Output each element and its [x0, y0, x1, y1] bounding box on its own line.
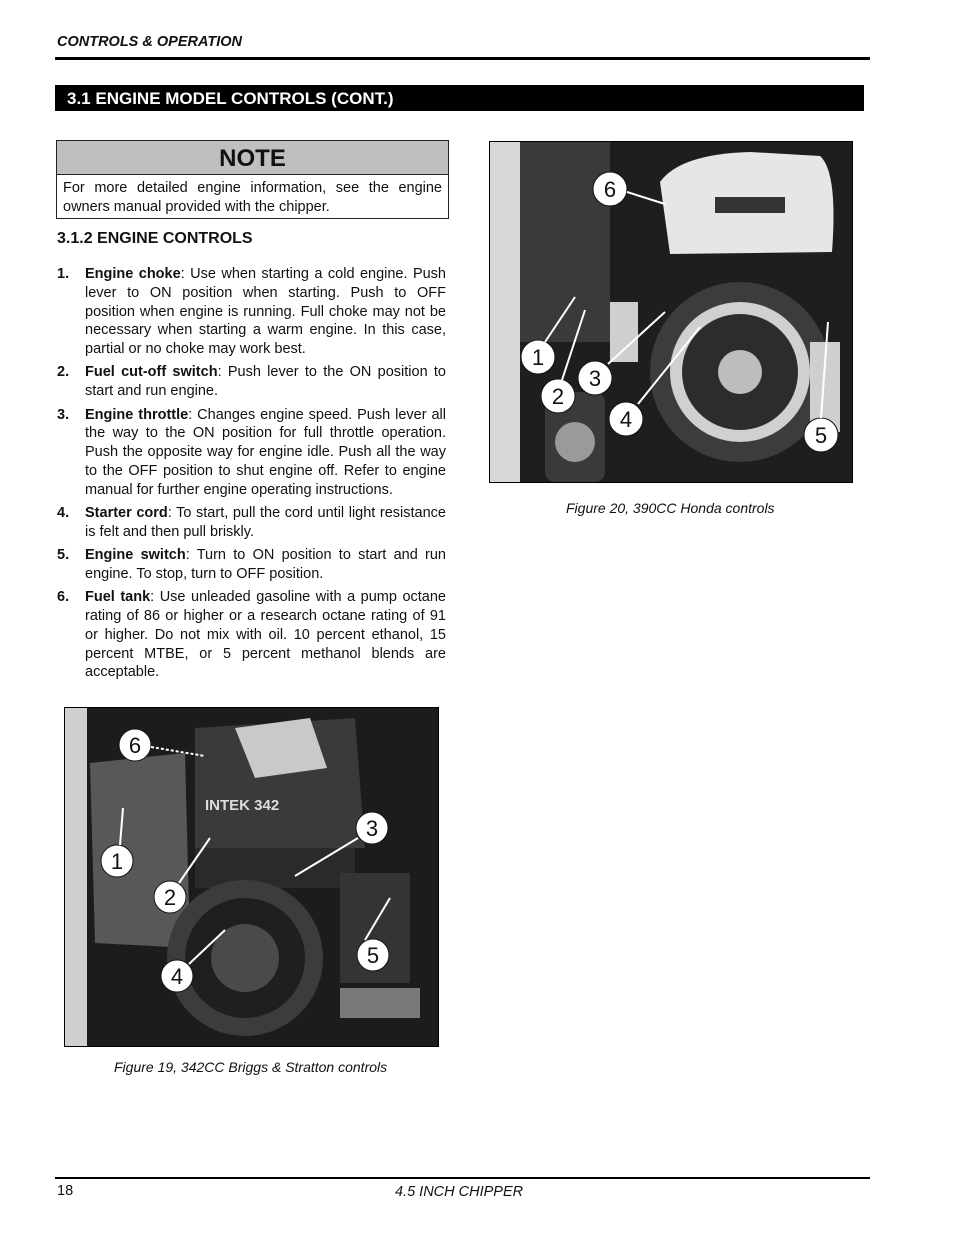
item-text: : To start, pull the cord until light resistance is felt and then pull briskly. — [85, 505, 446, 540]
list-item — [57, 588, 446, 682]
note-text: For more detailed engine information, see the engine owners manual provided with the chipper. — [63, 180, 442, 215]
svg-text:6: 6 — [603, 177, 617, 202]
list-item — [57, 406, 446, 500]
engine-controls-list — [57, 265, 446, 687]
item-term: Engine choke — [85, 266, 181, 282]
footer-title: 4.5 INCH CHIPPER — [395, 1184, 524, 1200]
svg-text:4: 4 — [619, 407, 633, 432]
item-term: Engine switch — [85, 547, 186, 564]
item-number: 1. — [57, 266, 70, 282]
list-item — [57, 546, 446, 584]
svg-text:4: 4 — [170, 964, 184, 989]
svg-text:5: 5 — [366, 943, 380, 968]
item-term: Fuel cut-off switch — [85, 364, 218, 381]
item-term: Starter cord — [85, 505, 168, 522]
section-title: 3.1 ENGINE MODEL CONTROLS (CONT.) — [67, 89, 394, 108]
note-heading: NOTE — [57, 141, 448, 175]
figure20-caption: Figure 20, 390CC Honda controls — [566, 500, 775, 516]
list-item — [57, 363, 446, 401]
item-number: 5. — [57, 547, 70, 564]
item-term: Engine throttle — [85, 406, 189, 423]
figure19-caption: Figure 19, 342CC Briggs & Stratton controls — [114, 1059, 388, 1075]
header-rule — [55, 57, 870, 60]
svg-text:3: 3 — [588, 366, 602, 391]
svg-text:2: 2 — [163, 885, 177, 910]
item-text: : Turn to ON position to start and run engine. To stop, turn to OFF position. — [85, 547, 446, 582]
svg-text:1: 1 — [531, 345, 545, 370]
figure20-photo — [489, 141, 853, 483]
item-number: 4. — [57, 505, 70, 522]
footer-rule — [55, 1177, 870, 1179]
svg-text:5: 5 — [814, 423, 828, 448]
note-box — [56, 140, 449, 219]
page-number: 18 — [57, 1183, 74, 1199]
item-text: : Push lever to the ON position to start and run engine. — [85, 364, 446, 400]
svg-text:6: 6 — [128, 733, 142, 758]
svg-text:3: 3 — [365, 816, 379, 841]
item-number: 2. — [57, 364, 70, 381]
svg-text:2: 2 — [551, 384, 565, 409]
subsection-title: 3.1.2 ENGINE CONTROLS — [57, 230, 253, 247]
list-item — [57, 504, 446, 542]
item-number: 6. — [57, 589, 70, 606]
list-item — [57, 265, 446, 359]
header-title: CONTROLS & OPERATION — [57, 34, 243, 50]
section-bar — [55, 85, 864, 111]
item-text: : Use unleaded gasoline with a pump octane rating of 86 or higher or a research octane rating of 91 or higher. Do not mix with oil. 10 percent ethanol, 15 percent MTBE, or 5 percent methanol blends are acceptable. — [85, 589, 446, 681]
brand-text: INTEK 342 — [205, 797, 280, 814]
item-text: : Changes engine speed. Push lever all the way to the ON position for full throttle operation. Push the opposite way for engine idle. Push all the way to the OFF position to shut engine off. Refer to engine manual for further engine operating instructions. — [85, 406, 446, 498]
item-number: 3. — [57, 406, 70, 423]
item-text: : Use when starting a cold engine. Push lever to ON position when starting. Push to OFF position when engine is running. Full choke may not be necessary when starting a warm engine. In this case, partial or no choke may work best. — [85, 266, 446, 358]
item-term: Fuel tank — [85, 589, 151, 606]
figure19-photo — [64, 707, 439, 1047]
svg-text:1: 1 — [110, 849, 124, 874]
